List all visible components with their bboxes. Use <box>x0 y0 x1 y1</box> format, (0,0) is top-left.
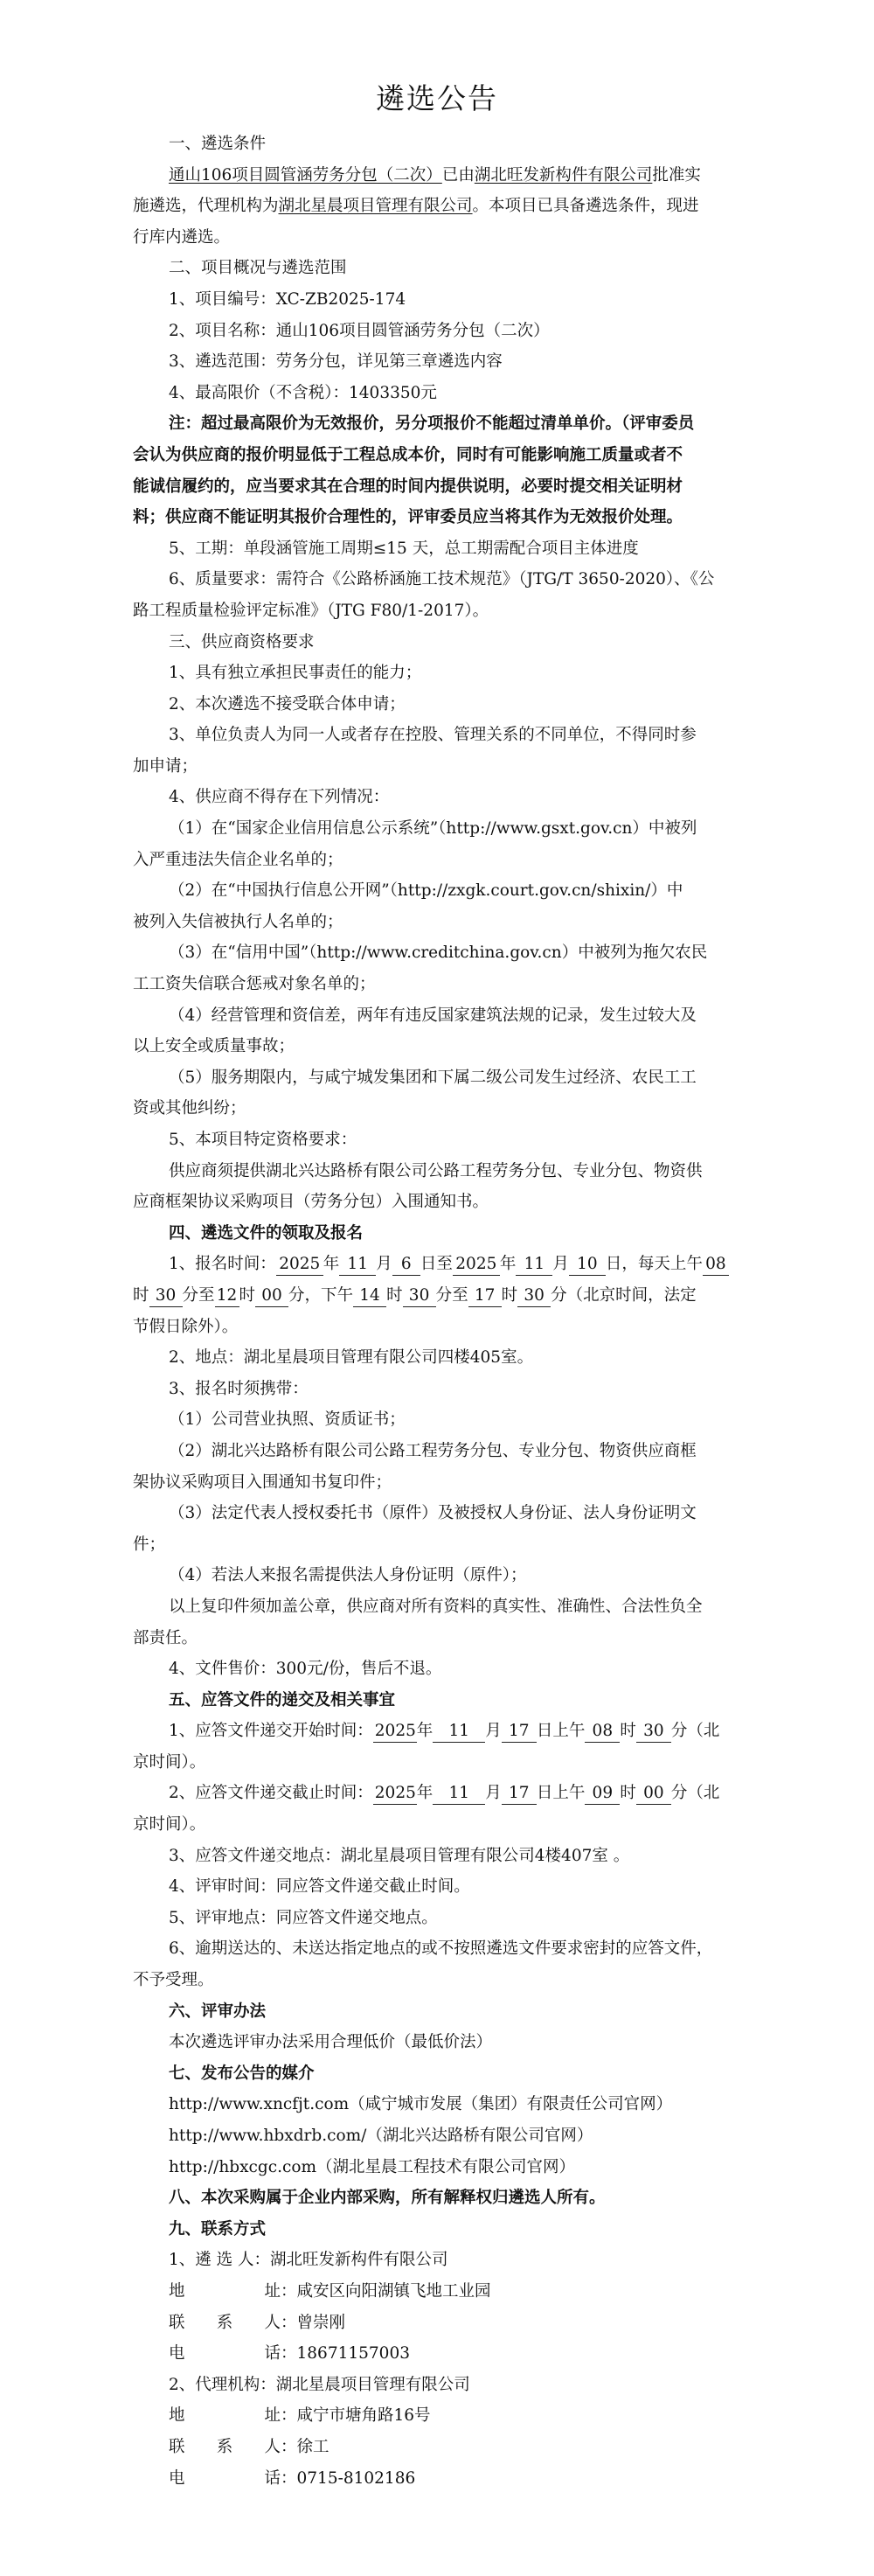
qualification-line: 工工资失信联合惩戒对象名单的； <box>133 975 376 994</box>
text: 年 <box>416 1722 434 1741</box>
text: 月 <box>485 1784 502 1803</box>
submission-list <box>133 1841 745 1996</box>
text: 时 <box>239 1285 256 1305</box>
label: 2、应答文件递交截止时间： <box>169 1784 373 1803</box>
registration-line: 以上复印件须加盖公章，供应商对所有资料的真实性、准确性、合法性负全 <box>169 1597 703 1616</box>
registration-line: （3）法定代表人授权委托书（原件）及被授权人身份证、法人身份证明文 <box>169 1504 697 1523</box>
agent-name <box>133 2370 745 2401</box>
label: 人 <box>264 2437 281 2456</box>
label: 联 <box>169 2313 185 2332</box>
submission-line: 4、评审时间：同应答文件递交截止时间。 <box>169 1877 470 1897</box>
qualification-line: 资或其他纠纷； <box>133 1099 246 1118</box>
registration-line: 部责任。 <box>133 1628 198 1647</box>
project-name: 2、项目名称：通山106项目圆管涵劳务分包（二次） <box>169 321 550 340</box>
pm-end-min: 30 <box>517 1285 551 1307</box>
text: 月 <box>376 1255 392 1274</box>
pm-start-min: 30 <box>403 1285 436 1307</box>
reg-end-month: 11 <box>516 1254 552 1276</box>
submission-line: 5、评审地点：同应答文件递交地点。 <box>169 1908 438 1927</box>
text: 日上午 <box>536 1784 586 1803</box>
qualification-line: 以上安全或质量事故； <box>133 1037 295 1056</box>
registration-line: （1）公司营业执照、资质证书； <box>169 1410 406 1430</box>
end-year: 2025 <box>373 1783 417 1805</box>
submission-line: 不予受理。 <box>133 1971 214 1990</box>
start-year: 2025 <box>373 1721 417 1743</box>
section-heading-interpretation: 八、本次采购属于企业内部采购，所有解释权归遴选人所有。 <box>169 2189 606 2208</box>
section-heading-contact: 九、联系方式 <box>169 2219 267 2238</box>
registration-line: 3、报名时须携带： <box>169 1379 309 1398</box>
conditions-line-2 <box>133 191 745 222</box>
registration-list <box>133 1342 745 1685</box>
project-scope: 3、遴选范围：劳务分包，详见第三章遴选内容 <box>169 352 503 372</box>
label: 2、代理机构： <box>169 2375 276 2394</box>
end-hour: 09 <box>585 1783 620 1805</box>
selector-address <box>133 2276 745 2308</box>
qualification-line: 1、具有独立承担民事责任的能力； <box>169 664 422 683</box>
value: 曾崇刚 <box>296 2313 346 2332</box>
section-heading-media: 七、发布公告的媒介 <box>169 2064 315 2083</box>
text: 时 <box>386 1285 403 1305</box>
start-hour: 08 <box>585 1721 620 1743</box>
submission-line: 6、逾期送达的、未送达指定地点的或不按照遴选文件要求密封的应答文件， <box>169 1939 713 1959</box>
text: 时 <box>620 1784 636 1803</box>
registration-line: （2）湖北兴达路桥有限公司公路工程劳务分包、专业分包、物资供应商框 <box>169 1441 697 1460</box>
value: 咸宁市塘角路16号 <box>296 2406 431 2426</box>
media-link[interactable]: http://hbxcgc.com <box>169 2157 317 2176</box>
media-link[interactable]: http://www.xncfjt.com <box>169 2095 350 2114</box>
text: 日上午 <box>536 1722 586 1741</box>
section-heading-registration: 四、遴选文件的领取及报名 <box>169 1223 364 1243</box>
value: 湖北星晨项目管理有限公司 <box>275 2375 470 2394</box>
text: 时 <box>501 1285 518 1305</box>
reg-end-day: 10 <box>569 1254 606 1276</box>
price-note-line: 会认为供应商的报价明显低于工程总成本价，同时有可能影响施工质量或者不 <box>133 445 683 464</box>
agent-phone <box>133 2463 745 2495</box>
qualification-line: （2）在“中国执行信息公开网”（http://zxgk.court.gov.cn/shixin/）中 <box>169 881 683 901</box>
reg-start-day: 6 <box>392 1254 420 1276</box>
registration-time-line-3: 节假日除外）。 <box>133 1317 239 1336</box>
text: 批准实 <box>652 165 701 184</box>
text: 时 <box>133 1285 149 1305</box>
page-title: 遴选公告 <box>376 81 498 115</box>
text: 分（北 <box>670 1784 720 1803</box>
agent-address <box>133 2400 745 2432</box>
text: 分至 <box>435 1285 468 1305</box>
reg-start-month: 11 <box>339 1254 376 1276</box>
qualification-line: （3）在“信用中国”（http://www.creditchina.gov.cn）中被列为拖欠农民 <box>169 943 708 963</box>
max-price: 4、最高限价（不含税）：1403350元 <box>169 383 437 402</box>
am-end-hour: 12 <box>215 1285 239 1307</box>
qualification-line: （4）经营管理和资信差，两年有违反国家建筑法规的记录，发生过较大及 <box>169 1006 697 1025</box>
qualification-line: 入严重违法失信企业名单的； <box>133 850 343 869</box>
text: 。本项目已具备遴选条件，现进 <box>472 197 699 216</box>
qualification-line: 2、本次遴选不接受联合体申请； <box>169 694 406 714</box>
media-item <box>133 2152 745 2183</box>
submission-line: 3、应答文件递交地点：湖北星晨项目管理有限公司4楼407室 。 <box>169 1846 630 1865</box>
registration-line: （4）若法人来报名需提供法人身份证明（原件）； <box>169 1566 527 1585</box>
am-end-min: 00 <box>255 1285 288 1307</box>
qualification-line: 加申请； <box>133 756 198 776</box>
submission-deadline-cont: 京时间）。 <box>133 1815 206 1835</box>
label: 址 <box>264 2406 281 2426</box>
reg-end-year: 2025 <box>453 1254 500 1276</box>
text: 时 <box>620 1722 636 1741</box>
label: 1、遴 选 人： <box>169 2251 271 2270</box>
registration-line: 架协议采购项目入围通知书复印件； <box>133 1472 392 1492</box>
label: 系 <box>216 2437 233 2456</box>
qualification-list <box>133 658 745 1218</box>
label: 联 <box>169 2437 185 2456</box>
section-heading-evaluation: 六、评审办法 <box>169 2002 267 2021</box>
colon: ： <box>281 2344 297 2364</box>
owner-name: 湖北旺发新构件有限公司 <box>474 165 653 184</box>
text: 年 <box>323 1255 340 1274</box>
media-link[interactable]: http://www.hbxdrb.com/ <box>169 2127 367 2145</box>
media-item <box>133 2120 745 2152</box>
qualification-line: 被列入失信被执行人名单的； <box>133 912 343 931</box>
text: 日，每天上午 <box>605 1255 703 1274</box>
submission-start-time-cont: 京时间）。 <box>133 1752 206 1772</box>
conditions-line-3: 行库内遴选。 <box>133 227 231 247</box>
label: 1、报名时间： <box>169 1255 276 1274</box>
start-day: 17 <box>502 1721 537 1743</box>
text: 日至 <box>420 1255 453 1274</box>
text: 分（北 <box>670 1722 720 1741</box>
selector-contact <box>133 2308 745 2339</box>
agency-name: 湖北星晨项目管理有限公司 <box>278 197 473 216</box>
colon: ： <box>281 2281 297 2301</box>
label: 系 <box>216 2313 233 2332</box>
am-start-hour: 08 <box>703 1254 729 1276</box>
label: 人 <box>264 2313 281 2332</box>
text: 年 <box>416 1784 434 1803</box>
value: 徐工 <box>296 2437 329 2456</box>
evaluation-method: 本次遴选评审办法采用合理低价（最低价法） <box>169 2033 493 2052</box>
start-month: 11 <box>433 1721 485 1743</box>
text: 年 <box>499 1255 517 1274</box>
section-heading-overview: 二、项目概况与遴选范围 <box>169 259 347 278</box>
text: 已由 <box>441 165 475 184</box>
media-name: （湖北兴达路桥有限公司官网） <box>366 2127 593 2145</box>
price-note-line: 料；供应商不能证明其报价合理性的，评审委员应当将其作为无效报价处理。 <box>133 508 683 527</box>
label: 地 <box>169 2281 185 2301</box>
reg-start-year: 2025 <box>276 1254 323 1276</box>
end-day: 17 <box>502 1783 537 1805</box>
label: 电 <box>169 2468 185 2488</box>
text: 分（北京时间，法定 <box>551 1285 697 1305</box>
text: 分至 <box>182 1285 215 1305</box>
text: 月 <box>485 1722 502 1741</box>
selector-phone <box>133 2338 745 2370</box>
value: 咸安区向阳湖镇飞地工业园 <box>296 2281 491 2301</box>
agent-contact <box>133 2432 745 2463</box>
qualification-line: 应商框架协议采购项目（劳务分包）入围通知书。 <box>133 1193 489 1212</box>
am-start-min: 30 <box>149 1285 183 1307</box>
end-month: 11 <box>433 1783 485 1805</box>
media-name: （咸宁城市发展（集团）有限责任公司官网） <box>349 2095 673 2114</box>
value: 湖北旺发新构件有限公司 <box>270 2251 448 2270</box>
colon: ： <box>281 2437 297 2456</box>
registration-line: 2、地点：湖北星晨项目管理有限公司四楼405室。 <box>169 1348 534 1368</box>
project-number: 1、项目编号：XC-ZB2025-174 <box>169 289 406 309</box>
qualification-line: 3、单位负责人为同一人或者存在控股、管理关系的不同单位，不得同时参 <box>169 726 697 745</box>
label: 址 <box>264 2281 281 2301</box>
text: 月 <box>552 1255 569 1274</box>
submission-start-time <box>133 1716 745 1747</box>
label: 话 <box>264 2468 281 2488</box>
label: 电 <box>169 2344 185 2364</box>
announcement-body <box>133 129 745 2494</box>
registration-time-line-1 <box>133 1249 745 1280</box>
registration-line: 件； <box>133 1535 166 1554</box>
quality-requirement: 6、质量要求：需符合《公路桥涵施工技术规范》（JTG/T 3650-2020）、《公 <box>169 570 715 589</box>
media-name: （湖北星晨工程技术有限公司官网） <box>316 2157 576 2176</box>
section-heading-conditions: 一、遴选条件 <box>169 135 267 153</box>
conditions-line-1 <box>133 160 745 191</box>
label: 1、应答文件递交开始时间： <box>169 1722 373 1741</box>
colon: ： <box>281 2406 297 2426</box>
construction-period: 5、工期：单段涵管施工周期≤15 天，总工期需配合项目主体进度 <box>169 539 639 558</box>
value: 18671157003 <box>296 2344 410 2364</box>
section-heading-submission: 五、应答文件的递交及相关事宜 <box>169 1690 396 1709</box>
submission-deadline <box>133 1778 745 1809</box>
selector-name <box>133 2245 745 2276</box>
qualification-line: （1）在“国家企业信用信息公示系统”（http://www.gsxt.gov.cn）中被列 <box>169 819 697 839</box>
price-note-line: 能诚信履约的，应当要求其在合理的时间内提供说明，必要时提交相关证明材 <box>133 477 683 496</box>
price-note-line: 注：超过最高限价为无效报价，另分项报价不能超过清单单价。（评审委员 <box>169 414 695 434</box>
text: 分，下午 <box>288 1285 354 1305</box>
qualification-line: 5、本项目特定资格要求： <box>169 1131 357 1149</box>
label: 地 <box>169 2406 185 2426</box>
pm-end-hour: 17 <box>468 1285 502 1307</box>
start-minute: 30 <box>636 1721 671 1743</box>
label: 话 <box>264 2344 281 2364</box>
registration-time-line-2 <box>133 1280 745 1312</box>
end-minute: 00 <box>636 1783 671 1805</box>
project-name-link: 通山106项目圆管涵劳务分包（二次） <box>169 165 442 184</box>
section-heading-qualifications: 三、供应商资格要求 <box>169 632 315 651</box>
qualification-line: （5）服务期限内，与咸宁城发集团和下属二级公司发生过经济、农民工工 <box>169 1068 697 1087</box>
colon: ： <box>281 2313 297 2332</box>
qualification-line: 4、供应商不得存在下列情况： <box>169 788 390 807</box>
qualification-line: 供应商须提供湖北兴达路桥有限公司公路工程劳务分包、专业分包、物资供 <box>169 1161 703 1180</box>
registration-line: 4、文件售价：300元/份，售后不退。 <box>169 1660 442 1679</box>
colon: ： <box>281 2468 297 2488</box>
value: 0715-8102186 <box>296 2468 416 2488</box>
quality-requirement-cont: 路工程质量检验评定标准》（JTG F80/1-2017）。 <box>133 601 489 620</box>
text: 施遴选，代理机构为 <box>133 197 279 216</box>
pm-start-hour: 14 <box>353 1285 386 1307</box>
media-item <box>133 2089 745 2120</box>
